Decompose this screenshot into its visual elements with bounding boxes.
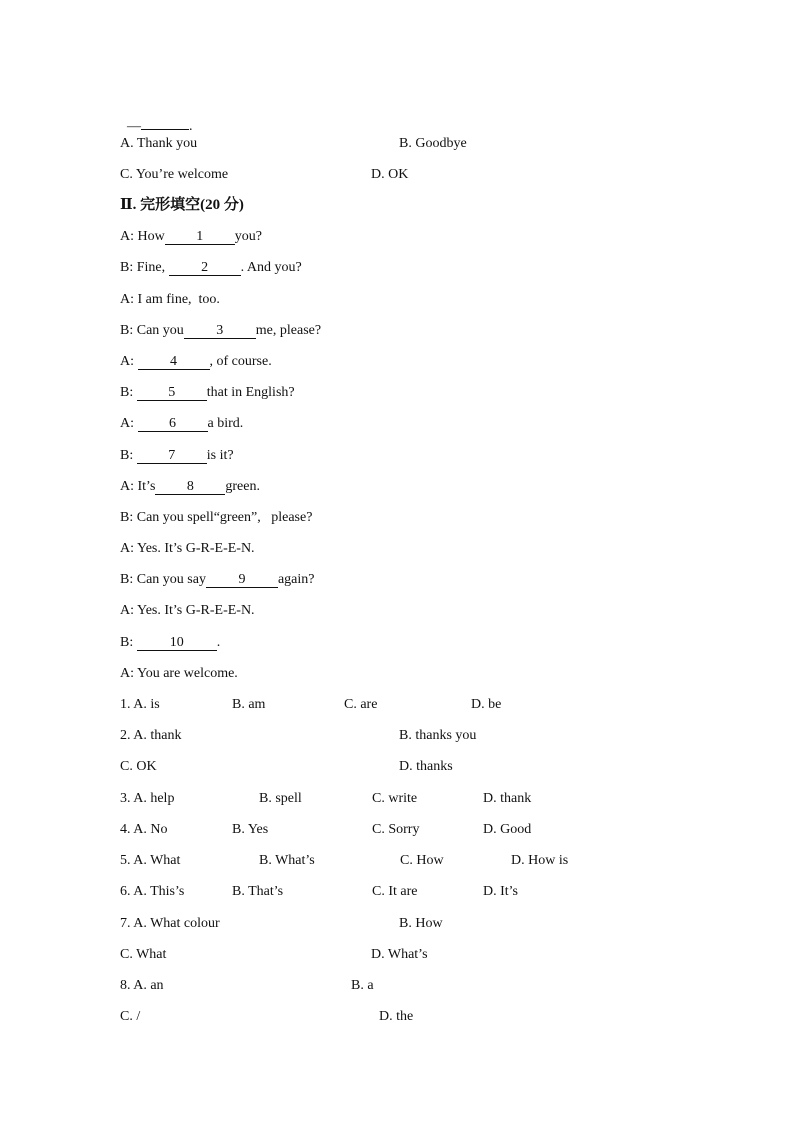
choice-option: 7. A. What colour (120, 916, 220, 931)
choice-option: C. / (120, 1009, 141, 1024)
dialog-text-after: . (216, 635, 221, 650)
choice-option: D. thanks (399, 759, 453, 774)
dialog-text: B: (120, 385, 137, 400)
dialog-text: B: (120, 635, 137, 650)
dialog-text-after: me, please? (255, 323, 322, 338)
dash: — (127, 119, 141, 134)
dialog-line (120, 542, 255, 556)
dialog-text-after: that in English? (206, 385, 295, 400)
dialog-line (120, 417, 243, 432)
dialog-text: B: (120, 448, 137, 463)
choice-option: C. It are (372, 884, 418, 899)
question-tail (120, 106, 193, 134)
dialog-line (120, 324, 321, 339)
dialog-text: A: Yes. It’s G-R-E-E-N. (120, 603, 255, 618)
dialog-text: A: How (120, 229, 165, 244)
choice-option: 6. A. This’s (120, 884, 185, 899)
dialog-line (120, 261, 302, 276)
choice-option: 5. A. What (120, 853, 181, 868)
dialog-text-after: green. (225, 479, 260, 494)
choice-option: C. OK (120, 759, 157, 774)
dialog-line (120, 355, 272, 370)
choice-option: 3. A. help (120, 791, 175, 806)
section-title: Ⅱ. 完形填空(20 分) (120, 197, 244, 213)
dialog-text: A: You are welcome. (120, 666, 238, 681)
dialog-line (120, 511, 312, 525)
blank-number: 4 (138, 355, 210, 370)
choice-option: D. What’s (371, 947, 428, 962)
choice-option: B. How (399, 916, 443, 931)
choice-option: B. spell (259, 791, 302, 806)
choice-option: D. the (379, 1009, 414, 1024)
blank-number: 7 (137, 449, 207, 464)
blank-number: 6 (138, 417, 208, 432)
dialog-line (120, 604, 255, 618)
option-b: B. Goodbye (399, 136, 467, 151)
dialog-text: A: Yes. It’s G-R-E-E-N. (120, 541, 255, 556)
choice-option: C. What (120, 947, 167, 962)
choice-option: D. How is (511, 853, 569, 868)
choice-option: C. Sorry (372, 822, 420, 837)
dialog-text-after: again? (277, 572, 315, 587)
dialog-text: B: Can you spell“green”, please? (120, 510, 313, 525)
blank-number: 3 (184, 324, 256, 339)
dialog-line (120, 636, 220, 651)
option-d: D. OK (371, 167, 409, 182)
choice-option: D. thank (483, 791, 532, 806)
blank-number: 2 (169, 261, 241, 276)
choice-option: 8. A. an (120, 978, 164, 993)
dialog-line (120, 386, 295, 401)
dialog-text-after: is it? (206, 448, 234, 463)
blank-number: 9 (206, 573, 278, 588)
choice-option: D. Good (483, 822, 532, 837)
option-a: A. Thank you (120, 136, 198, 151)
choice-option: 2. A. thank (120, 728, 182, 743)
choice-option: B. thanks you (399, 728, 477, 743)
dialog-text: B: Can you say (120, 572, 206, 587)
dialog-line (120, 293, 220, 307)
dialog-text: B: Can you (120, 323, 184, 338)
option-c: C. You’re welcome (120, 167, 229, 182)
blank-number: 5 (137, 386, 207, 401)
dialog-text-after: . And you? (240, 260, 302, 275)
dialog-line (120, 480, 260, 495)
period: . (189, 119, 193, 134)
answer-blank (141, 129, 189, 130)
blank-number: 8 (155, 480, 225, 495)
choice-option: C. are (344, 697, 378, 712)
dialog-text: A: (120, 416, 138, 431)
dialog-text-after: , of course. (209, 354, 272, 369)
choice-option: B. What’s (259, 853, 315, 868)
choice-option: B. am (232, 697, 266, 712)
blank-number: 10 (137, 636, 217, 651)
choice-option: B. Yes (232, 822, 269, 837)
dialog-text-after: a bird. (207, 416, 244, 431)
choice-option: 4. A. No (120, 822, 168, 837)
dialog-text: A: It’s (120, 479, 156, 494)
dialog-text: B: Fine, (120, 260, 169, 275)
dialog-line (120, 449, 234, 464)
dialog-text-after: you? (234, 229, 262, 244)
dialog-line (120, 230, 262, 245)
dialog-line (120, 667, 238, 681)
blank-number: 1 (165, 230, 235, 245)
choice-option: B. That’s (232, 884, 284, 899)
choice-option: 1. A. is (120, 697, 160, 712)
dialog-line (120, 573, 314, 588)
choice-option: C. How (400, 853, 444, 868)
choice-option: D. be (471, 697, 502, 712)
dialog-text: A: I am fine, too. (120, 292, 220, 307)
choice-option: B. a (351, 978, 374, 993)
choice-option: C. write (372, 791, 418, 806)
dialog-text: A: (120, 354, 138, 369)
choice-option: D. It’s (483, 884, 518, 899)
